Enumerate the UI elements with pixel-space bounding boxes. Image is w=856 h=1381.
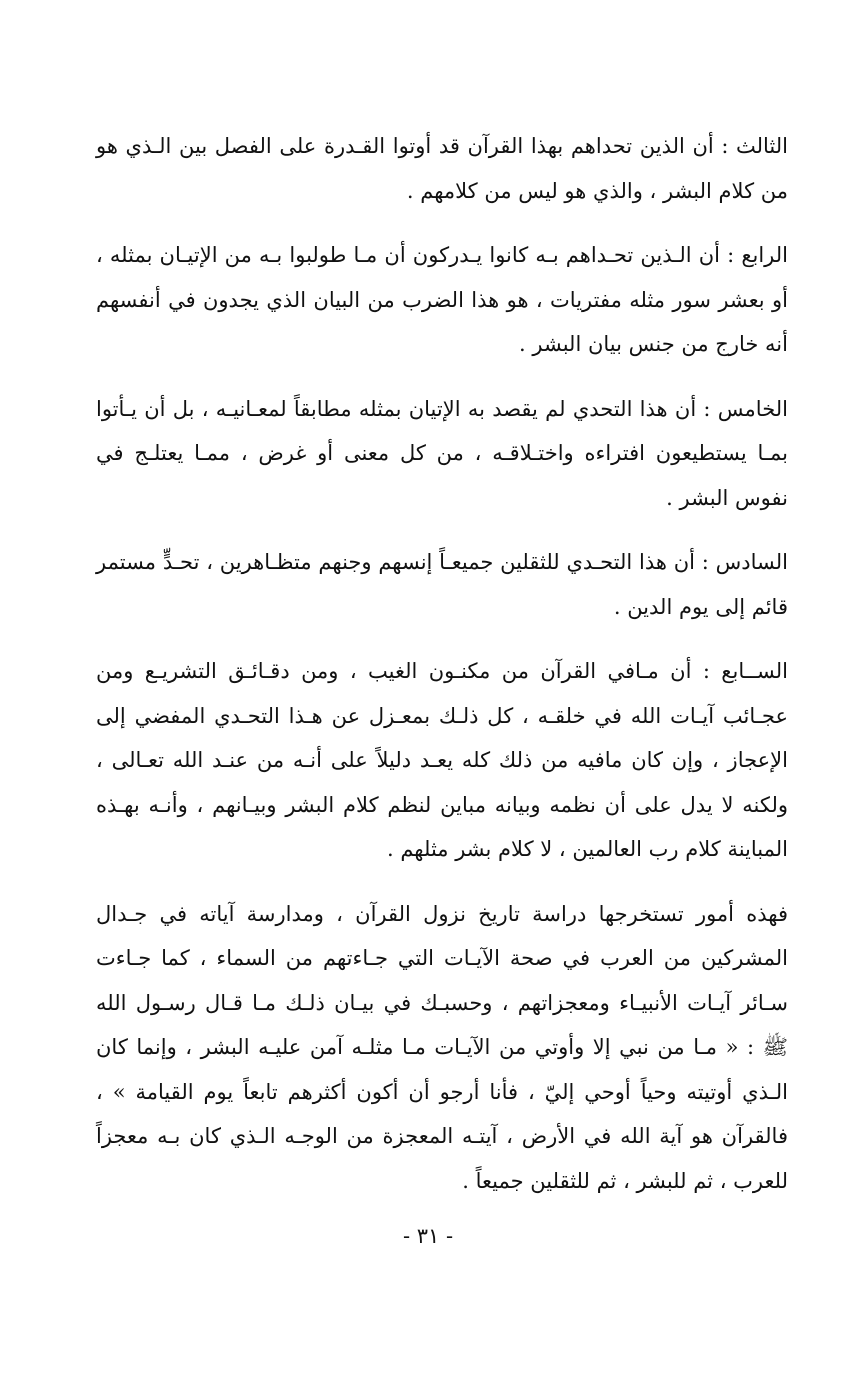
paragraph-seventh: الســابع : أن مـافي القرآن من مكنـون الغيب ، ومن دقـائـق التشريـع ومن عجـائب آيـات الله في خلقـه ، كل ذلـك بمعـزل عن هـذا التحـدي المفضي إلى الإعجاز ، وإن كان مافيه من ذلك كله يعـد دليلاً على أنـه من عنـد الله تعـالى ، ولكنه لا يدل على أن نظمه وبيانه مباين لنظم كلام البشر وبيـانهم ، وأنـه بهـذه المباينة كلام رب العالمين ، لا كلام بشر مثلهم . [96,659,788,861]
paragraph-fourth: الرابع : أن الـذين تحـداهم بـه كانوا يـدركون أن مـا طولبوا بـه من الإتيـان بمثله ، أو بعشر سور مثله مفتريات ، هو هذا الضرب من البيان الذي يجدون في أنفسهم أنه خارج من جنس بيان البشر . [96,243,788,356]
paragraph-conclusion: فهذه أمور تستخرجها دراسة تاريخ نزول القرآن ، ومدارسة آياته في جـدال المشركين من العرب في صحة الآيـات التي جـاءتهم من السماء ، كما جـاءت سـائر آيـات الأنبيـاء ومعجزاتهم ، وحسبـك في بيـان ذلـك مـا قـال رسـول الله ﷺ : « مـا من نبي إلا وأوتي من الآيـات مـا مثلـه آمن عليـه البشر ، وإنما كان الـذي أوتيته وحياً أوحي إليّ ، فأنا أرجو أن أكون أكثرهم تابعاً يوم القيامة » ، فالقرآن هو آية الله في الأرض ، آيتـه المعجزة من الوجـه الـذي كان بـه معجزاً للعرب ، ثم للبشر ، ثم للثقلين جميعاً . [96,901,788,1193]
page-number: - ٣١ - [402,1224,454,1248]
paragraph-sixth: السادس : أن هذا التحـدي للثقلين جميعـاً إنسهم وجنهم متظـاهرين ، تحـدٍّ مستمر قائم إلى يوم الدين . [96,550,788,619]
paragraph-fifth: الخامس : أن هذا التحدي لم يقصد به الإتيان بمثله مطابقاً لمعـانيـه ، بل أن يـأتوا بمـا يستطيعون افتراءه واختـلاقـه ، من كل معنى أو غرض ، ممـا يعتلـج في نفوس البشر . [96,396,788,510]
page-body [96,124,788,1203]
paragraph-third: الثالث : أن الذين تحداهم بهذا القرآن قد أوتوا القـدرة على الفصل بين الـذي هو من كلام البشر ، والذي هو ليس من كلامهم . [96,134,788,203]
